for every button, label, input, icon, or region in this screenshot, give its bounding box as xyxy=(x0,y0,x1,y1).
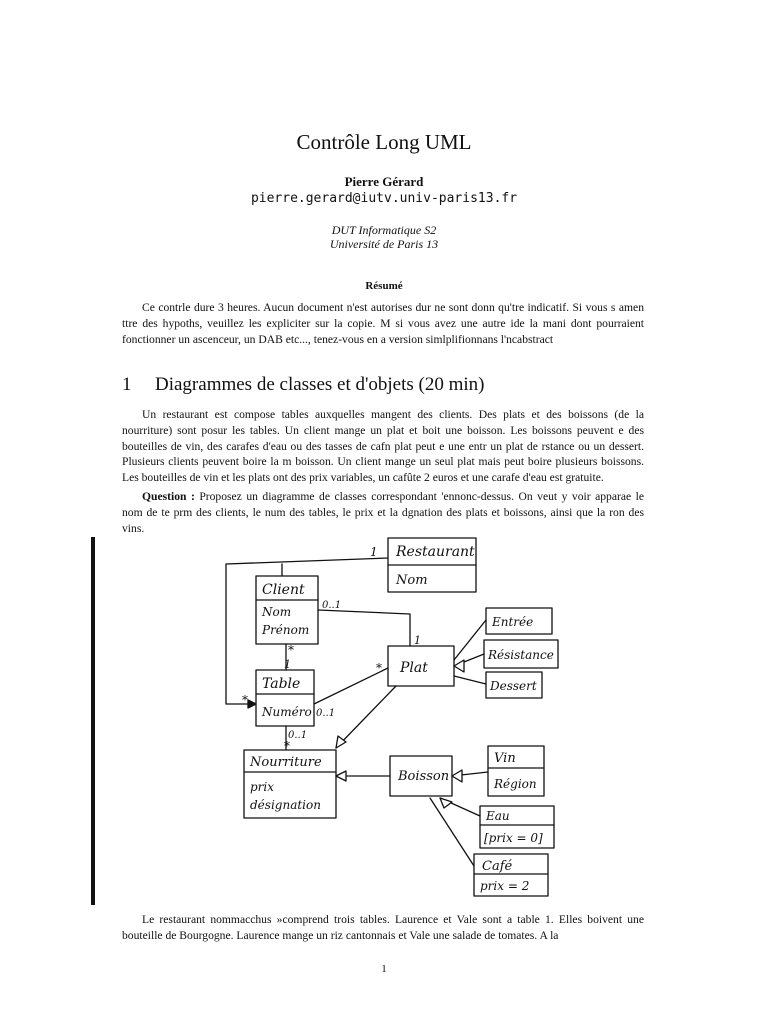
multiplicity-client-plat: 0..1 xyxy=(322,600,342,611)
multiplicity-plat-one: 1 xyxy=(414,634,421,647)
closing-paragraph: Le restaurant nommacchus »comprend trois tables. Laurence et Vale sont a table 1. Elles boivent une bouteille de Bourgogne. Laurence mange un riz cantonnais et Vale une salade de tomates. A la xyxy=(122,913,644,942)
section-number: 1 xyxy=(122,374,132,395)
eau-attr: [prix = 0] xyxy=(484,831,543,845)
multiplicity-table-one: 1 xyxy=(284,658,291,671)
author-email: pierre.gerard@iutv.univ-paris13.fr xyxy=(250,191,518,206)
resistance-name: Résistance xyxy=(488,648,554,662)
vin-attr: Région xyxy=(494,777,537,791)
affiliation-university: Université de Paris 13 xyxy=(329,237,439,251)
restaurant-attr: Nom xyxy=(396,573,428,588)
multiplicity-table-nourriture: 0..1 xyxy=(288,730,308,741)
nourriture-name: Nourriture xyxy=(250,755,322,770)
plat-name: Plat xyxy=(400,660,428,676)
abstract-heading: Résumé xyxy=(365,280,403,292)
restaurant-name: Restaurant xyxy=(396,544,475,560)
affiliation-program: DUT Informatique S2 xyxy=(331,223,437,237)
nourriture-attr-prix: prix xyxy=(250,780,275,794)
client-attr-prenom: Prénom xyxy=(262,623,310,637)
boisson-name: Boisson xyxy=(398,769,450,784)
table-name: Table xyxy=(262,676,301,692)
cafe-name: Café xyxy=(482,859,513,874)
uml-class-diagram xyxy=(218,536,564,906)
cafe-attr: prix = 2 xyxy=(480,879,530,893)
question-text: Proposez un diagramme de classes correspondant 'ennonc-dessus. On veut y voir apparae le nom de te prm des clients, le num des tables, le prix et la dgnation des plats et boissons, ainsi que la ron des vins. xyxy=(122,490,644,535)
plat-nourriture-generalization xyxy=(336,686,396,748)
multiplicity-table-star: * xyxy=(242,693,248,707)
section-title: Diagrammes de classes et d'objets (20 min) xyxy=(155,374,485,395)
question-label: Question : xyxy=(142,490,195,503)
cafe-boisson-generalization xyxy=(430,798,474,866)
section-heading xyxy=(122,374,682,396)
margin-change-bar xyxy=(91,537,95,905)
entree-plat-generalization xyxy=(454,620,486,660)
document-title: Contrôle Long UML xyxy=(296,130,472,154)
vin-name: Vin xyxy=(494,751,516,766)
page-number: 1 xyxy=(381,963,387,975)
multiplicity-table-plat: 0..1 xyxy=(316,708,336,719)
multiplicity-client-star: * xyxy=(288,643,294,657)
entree-name: Entrée xyxy=(492,615,534,629)
question-paragraph xyxy=(122,489,644,536)
author-name: Pierre Gérard xyxy=(344,174,424,189)
multiplicity-restaurant-one: 1 xyxy=(370,545,378,559)
multiplicity-plat-star: * xyxy=(376,661,382,675)
dessert-name: Dessert xyxy=(490,679,537,693)
client-plat-association xyxy=(318,610,410,646)
client-attr-nom: Nom xyxy=(262,605,292,619)
abstract-text: Ce contrle dure 3 heures. Aucun document n'est autorises dur ne sont donn qu'tre indicatif. Si vous s amen ttre des hypoths, veuillez les expliciter sur la copie. M si vous avez une autre ide la mani dont pourraient fonctionner un ascenceur, un DAB etc..., tenez-vous en a version simlplifionnans l'ncabstract xyxy=(122,301,644,346)
section-paragraph: Un restaurant est compose tables auxquelles mangent des clients. Des plats et des boissons (de la nourriture) sont posur les tables. Un client mange un plat et boit une boisson. Les boissons peuvent e des bouteilles de vin, des carafes d'eau ou des tasses de cafn plat peut e une entr un plat de rstance ou un dessert. Plusieurs clients peuvent boire la m boisson. Un client mange un seul plat mais peut boire plusieurs boissons. Les bouteilles de vin et les plats ont des prix variables, un cafûte 2 euros et une carafe d'eau est gratuite. xyxy=(122,408,644,485)
nourriture-attr-designation: désignation xyxy=(250,798,321,812)
client-name: Client xyxy=(262,582,305,598)
eau-name: Eau xyxy=(486,809,510,823)
table-attr: Numéro xyxy=(262,705,312,719)
multiplicity-nourriture-star: * xyxy=(284,739,290,753)
